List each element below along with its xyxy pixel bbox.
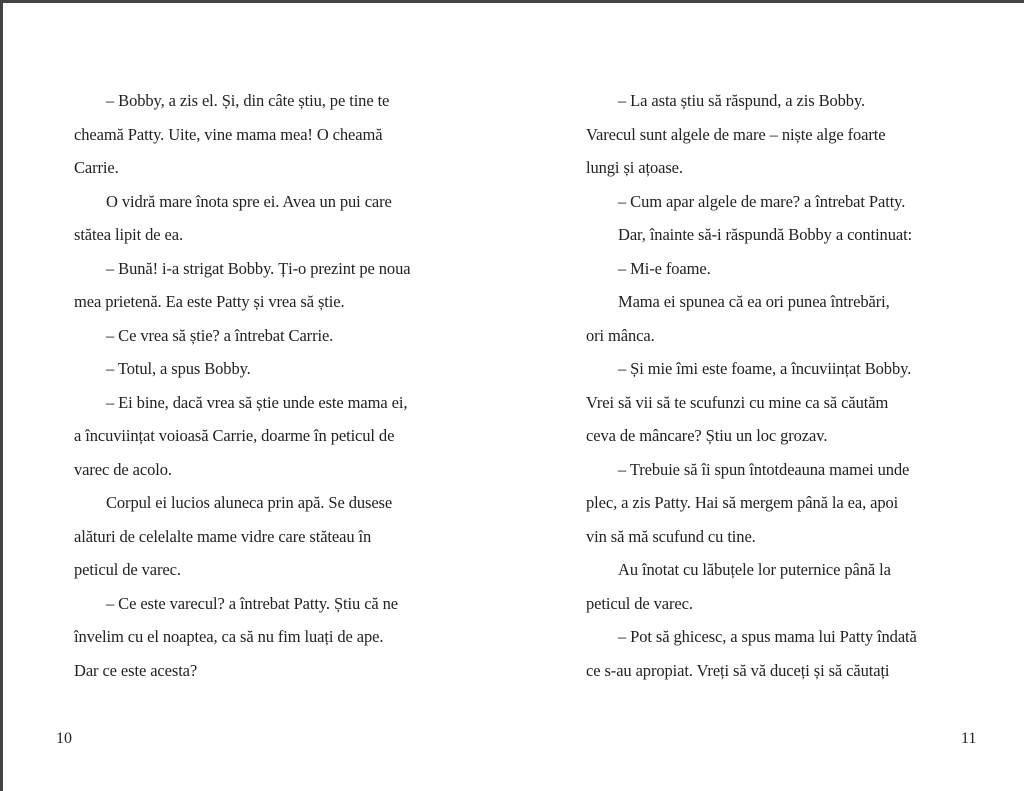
text-line: – Ce este varecul? a întrebat Patty. Știu că ne bbox=[106, 593, 399, 613]
text-line: – Bobby, a zis el. Și, din câte știu, pe tine te bbox=[106, 91, 390, 110]
right-page-text bbox=[586, 84, 966, 687]
text-line: – Ce vrea să știe? a întrebat Carrie. bbox=[106, 325, 334, 345]
text-line: mea prietenă. Ea este Patty și vrea să știe. bbox=[74, 292, 345, 311]
text-line: cheamă Patty. Uite, vine mama mea! O cheamă bbox=[74, 124, 383, 144]
text-line: peticul de varec. bbox=[74, 560, 181, 579]
left-page-number: 10 bbox=[56, 730, 72, 747]
text-line: Au înotat cu lăbuțele lor puternice până la bbox=[618, 560, 891, 579]
text-line: Vrei să vii să te scufunzi cu mine ca să căutăm bbox=[586, 392, 889, 412]
text-line: – Totul, a spus Bobby. bbox=[106, 359, 251, 378]
text-line: varec de acolo. bbox=[74, 459, 172, 479]
text-line: lungi și ațoase. bbox=[586, 158, 683, 177]
text-line: – La asta știu să răspund, a zis Bobby. bbox=[618, 91, 866, 110]
text-line: plec, a zis Patty. Hai să mergem până la ea, apoi bbox=[586, 493, 899, 512]
text-line: – Bună! i-a strigat Bobby. Ți-o prezint pe noua bbox=[106, 258, 411, 278]
text-line: Dar, înainte să-i răspundă Bobby a continuat: bbox=[618, 225, 913, 244]
text-line: ceva de mâncare? Știu un loc grozav. bbox=[586, 426, 828, 445]
text-line: învelim cu el noaptea, ca să nu fim luați de ape. bbox=[74, 627, 384, 646]
text-line: O vidră mare înota spre ei. Avea un pui care bbox=[106, 191, 392, 211]
right-page-number: 11 bbox=[961, 730, 977, 747]
text-line: alături de celelalte mame vidre care stăteau în bbox=[74, 526, 372, 546]
text-line: – Ei bine, dacă vrea să știe unde este mama ei, bbox=[106, 392, 408, 412]
text-line: – Trebuie să îi spun întotdeauna mamei unde bbox=[618, 459, 910, 479]
text-line: – Și mie îmi este foame, a încuviințat Bobby. bbox=[618, 359, 912, 378]
text-line: – Pot să ghicesc, a spus mama lui Patty îndată bbox=[618, 627, 917, 646]
text-line: Dar ce este acesta? bbox=[74, 660, 198, 680]
text-line: ce s-au apropiat. Vreți să vă duceți și să căutați bbox=[586, 660, 890, 680]
text-line: – Cum apar algele de mare? a întrebat Patty. bbox=[618, 191, 906, 211]
text-line: peticul de varec. bbox=[586, 593, 693, 613]
right-page bbox=[512, 0, 1024, 791]
left-page-text bbox=[74, 84, 454, 687]
text-line: Carrie. bbox=[74, 158, 119, 177]
text-line: a încuviințat voioasă Carrie, doarme în peticul de bbox=[74, 426, 395, 445]
text-line: – Mi-e foame. bbox=[618, 258, 711, 278]
text-line: vin să mă scufund cu tine. bbox=[586, 526, 756, 546]
text-line: Varecul sunt algele de mare – niște alge foarte bbox=[586, 124, 886, 144]
text-line: Corpul ei lucios aluneca prin apă. Se dusese bbox=[106, 493, 393, 512]
text-line: stătea lipit de ea. bbox=[74, 225, 183, 244]
text-line: ori mânca. bbox=[586, 325, 655, 345]
left-page bbox=[3, 0, 512, 791]
text-line: Mama ei spunea că ea ori punea întrebări, bbox=[618, 292, 890, 311]
